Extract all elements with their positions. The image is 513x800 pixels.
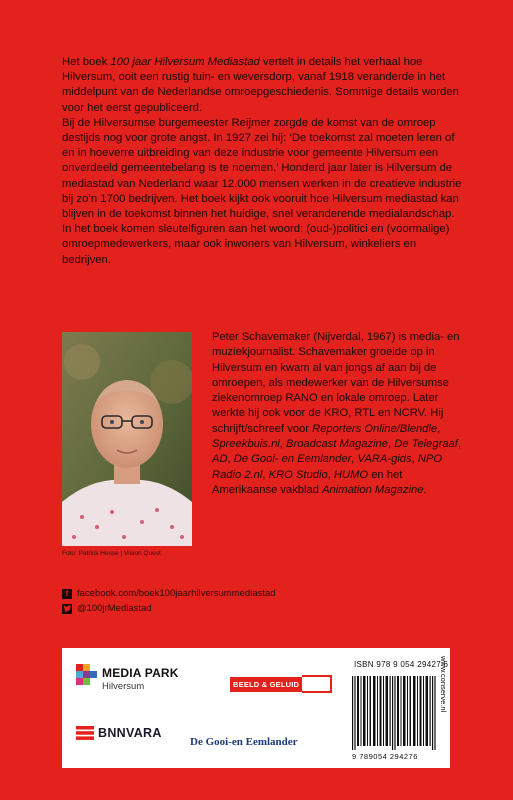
publication: Spreekbuis.nl — [212, 438, 280, 451]
beeld-en-geluid-logo — [230, 676, 332, 692]
blurb-paragraph-1 — [62, 55, 462, 116]
blurb-text: vertelt in details het verhaal hoe Hilversum, ooit een rustig tuin- en weversdorp, vanaf 1918 veranderde in het middelpunt van de Nederlandse omroepgeschiedenis. Sommige details worden voor het eerst gepubliceerd. — [62, 56, 459, 114]
mediapark-logo — [102, 666, 179, 692]
book-title: 100 jaar Hilversum Mediastad — [110, 56, 260, 68]
sep: , — [351, 453, 358, 466]
publication: VARA-gids — [357, 453, 412, 466]
publication: KRO Studio — [268, 468, 328, 481]
facebook-link[interactable] — [62, 588, 276, 599]
back-cover-blurb — [62, 55, 462, 268]
publication: De Telegraaf — [394, 438, 458, 451]
publication: AD — [212, 453, 228, 466]
sep: . — [423, 483, 427, 496]
publication: Broadcast Magazine — [286, 438, 389, 451]
gooi-en-eemlander-logo: De Gooi-en Eemlander — [190, 736, 298, 748]
bio-text: Peter Schavemaker (Nijverdal, 1967) is media- en muziekjournalist. Schavemaker groeide op in Hilversum en kwam al van jongs af aan bij de omroepen, als medewerker van de Hilversumse ziekenomroep RANO en lokale omroep. Later werkte hij ook voor de KRO, RTL en NCRV. Hij schrijft/schreef voor — [212, 331, 460, 435]
isbn: ISBN 978 9 054 29427 6 — [354, 660, 449, 669]
sep: en het Amerikaanse vakblad — [212, 468, 403, 496]
photo-credit: Foto: Patrick Hesse | Vision Quest — [62, 550, 161, 557]
bnnvara-icon — [76, 726, 94, 740]
publication: Animation Magazine — [322, 483, 424, 496]
sep: , — [457, 438, 461, 451]
sep: , — [388, 438, 395, 451]
twitter-link[interactable] — [62, 603, 152, 614]
sep: , — [327, 468, 334, 481]
blurb-text: Het boek — [62, 56, 111, 68]
publication: HUMO — [333, 468, 369, 481]
sep: , — [279, 438, 287, 451]
publication: De Gooi- en Eemlander — [233, 453, 352, 466]
sep: , — [227, 453, 234, 466]
bnnvara-text: BNNVARA — [98, 726, 162, 740]
blurb-paragraph-2: Bij de Hilversumse burgemeester Reijmer zorgde de komst van de omroep destijds nog voor grote angst. In 1927 zei hij: ‘De toekomst zal moeten leren of en in hoeverre uitbreiding van deze industrie voor gemeente Hilversum een onverdeeld gemeentebelang is te noemen.’ Honderd jaar later is Hilversum de mediastad van Nederland waar 12.000 mensen werken in de creatieve industrie bij zo’n 1700 bedrijven. Het boek kijkt ook vooruit hoe Hilversum mediastad kan blijven in de toekomst binnen het huidige, snel veranderende medialandschap. In het boek komen sleutelfiguren aan het woord: (oud-)politici en (voormalige) omroepmedewerkers, maar ook inwoners van Hilversum, winkeliers en bedrijven. — [62, 116, 462, 266]
author-bio — [212, 330, 464, 498]
sep: , — [262, 468, 269, 481]
barcode-digits: 9 789054 294276 — [352, 752, 418, 761]
publisher-website[interactable]: www.conserve.nl — [439, 656, 448, 713]
facebook-url: facebook.com/boek100jaarhilversummediastad — [77, 588, 276, 599]
sep: , — [411, 453, 418, 466]
beeld-box-icon — [302, 675, 332, 693]
twitter-icon — [62, 604, 72, 614]
author-photo — [62, 332, 192, 546]
publication: Reporters Online/Blendle — [312, 422, 438, 435]
beeld-text: BEELD & GELUID — [230, 677, 302, 692]
mediapark-sub: Hilversum — [102, 681, 145, 692]
mediapark-title: MEDIA PARK — [102, 666, 179, 680]
facebook-icon: f — [62, 589, 72, 599]
mediapark-logo-icon — [76, 664, 98, 691]
barcode-icon — [352, 676, 436, 755]
sep: , — [437, 422, 441, 435]
publication: NPO Radio 2.nl — [212, 453, 443, 481]
twitter-handle: @100jrMediastad — [77, 603, 152, 614]
sponsor-panel — [62, 648, 450, 768]
bnnvara-logo — [76, 726, 162, 740]
